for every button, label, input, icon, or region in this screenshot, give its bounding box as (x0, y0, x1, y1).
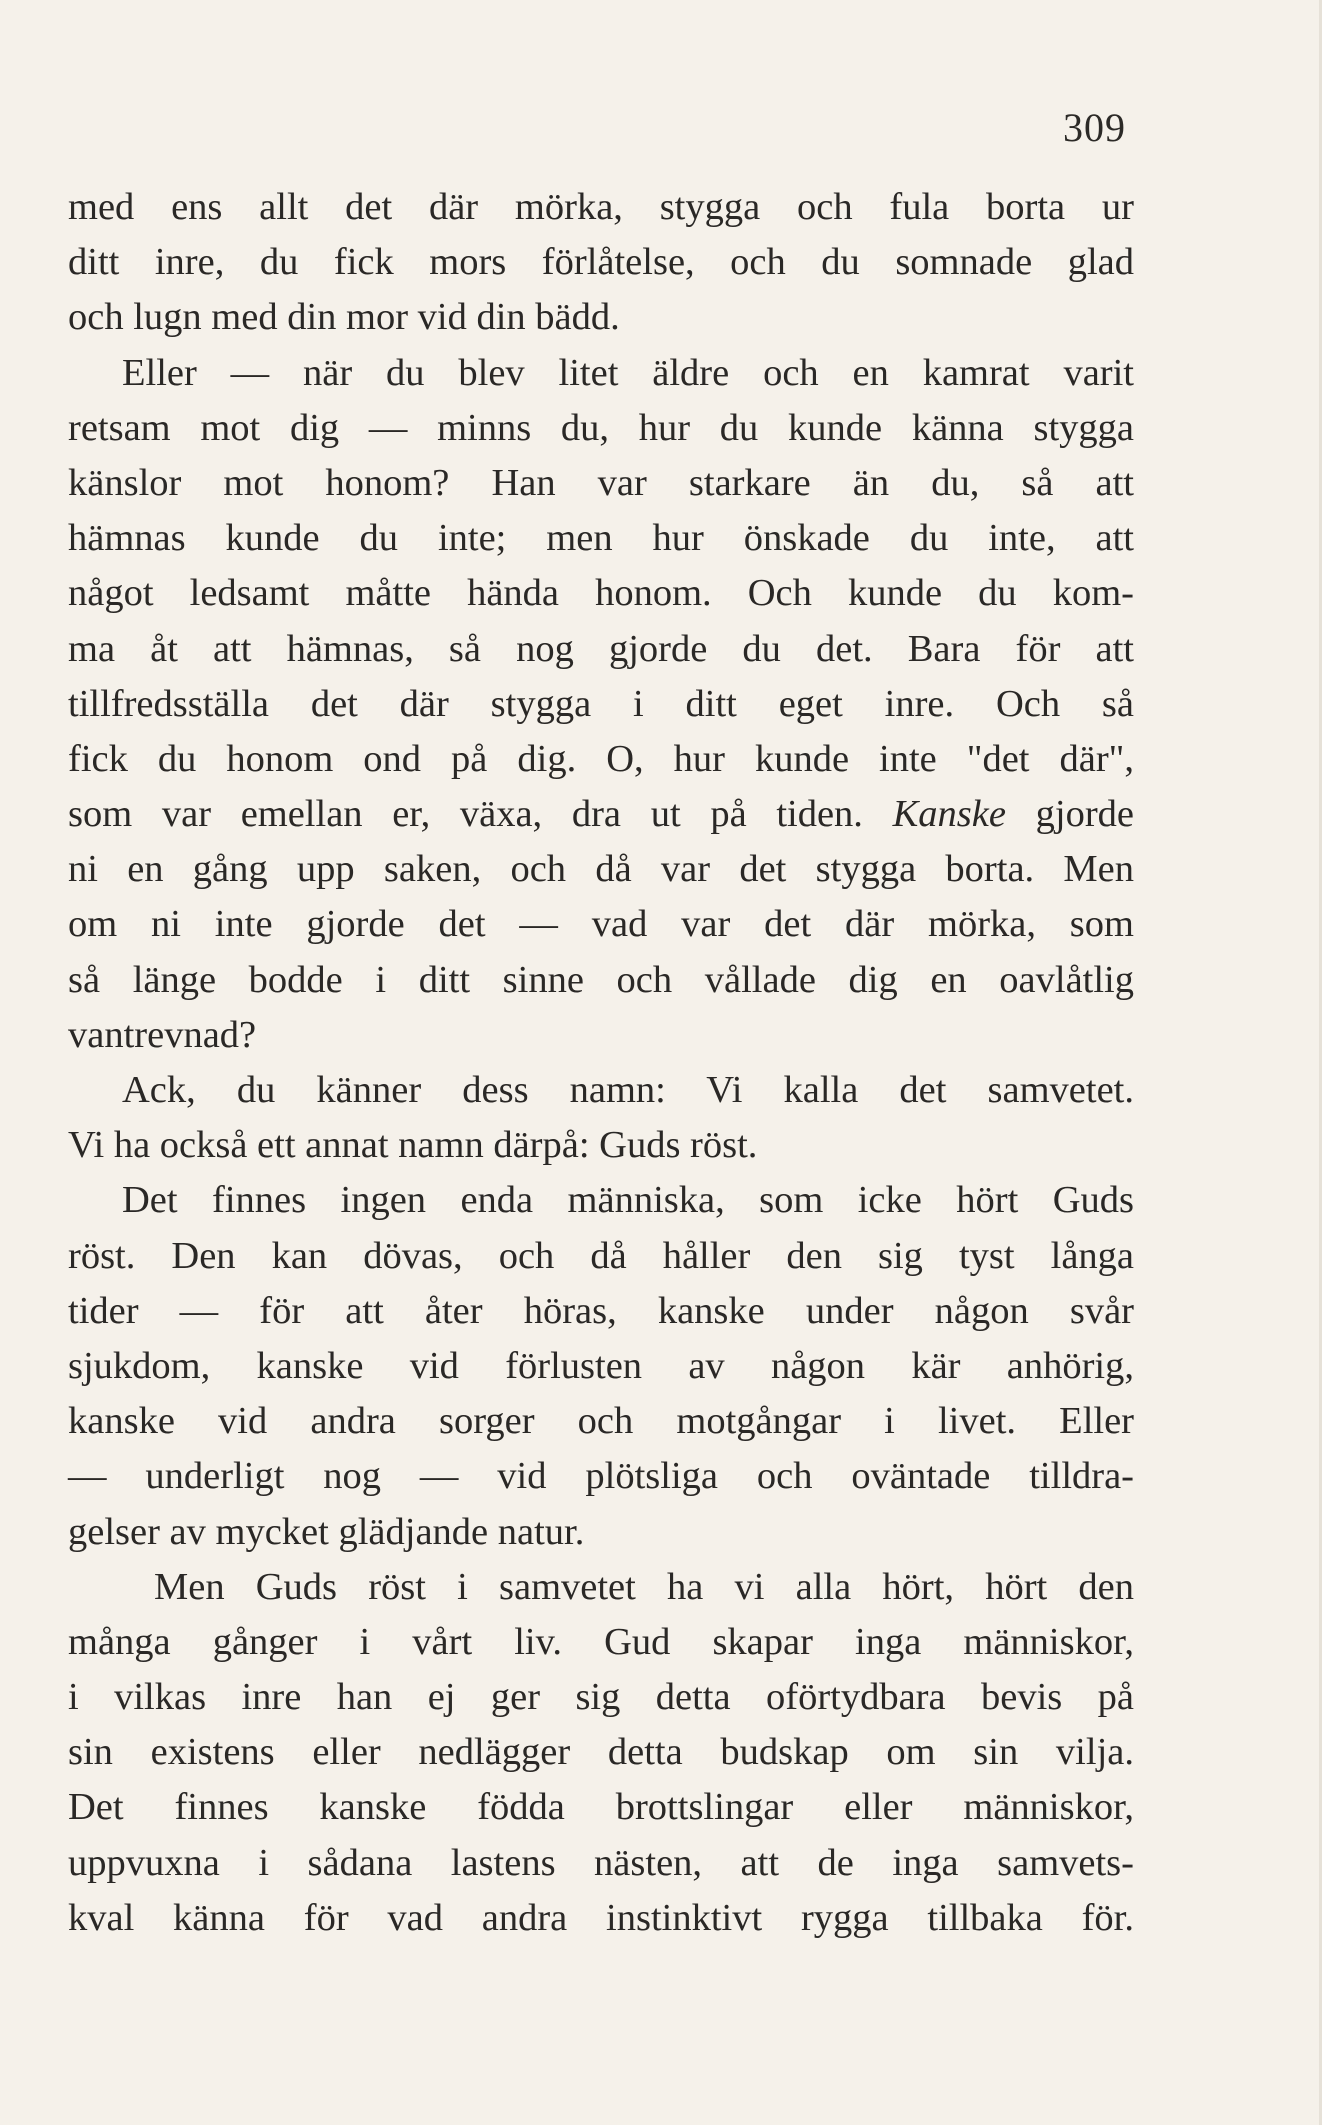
text-line: och lugn med din mor vid din bädd. (68, 296, 620, 339)
text-line: vantrevnad? (68, 1013, 257, 1056)
text-line: Eller — när du blev litet äldre och en kamrat varit (122, 351, 1134, 394)
text-line: — underligt nog — vid plötsliga och oväntade tilldra- (68, 1455, 1134, 1498)
text-line (68, 787, 1134, 842)
text-line: med ens allt det där mörka, stygga och fula borta ur (68, 186, 1134, 228)
text-line: retsam mot dig — minns du, hur du kunde känna stygga (68, 406, 1134, 449)
text-line: så länge bodde i ditt sinne och vållade dig en oavlåtlig (68, 958, 1134, 1001)
text-line: tider — för att åter höras, kanske under någon svår (68, 1289, 1134, 1332)
text-line: röst. Den kan dövas, och då håller den sig tyst långa (68, 1234, 1134, 1277)
text-line: något ledsamt måtte hända honom. Och kunde du kom- (68, 572, 1134, 615)
text-line: tillfredsställa det där stygga i ditt eget inre. Och så (68, 682, 1134, 725)
text-line: kval känna för vad andra instinktivt rygga tillbaka för. (68, 1896, 1134, 1939)
text-line: Men Guds röst i samvetet ha vi alla hört, hört den (154, 1565, 1134, 1608)
text-line: Ack, du känner dess namn: Vi kalla det samvetet. (122, 1069, 1134, 1111)
page-number: 309 (1063, 105, 1126, 150)
text-line: uppvuxna i sådana lastens nästen, att de inga samvets- (68, 1841, 1134, 1884)
text-line: Det finnes kanske födda brottslingar eller människor, (68, 1786, 1134, 1829)
text-line: i vilkas inre han ej ger sig detta oförtydbara bevis på (68, 1676, 1134, 1719)
text-line: hämnas kunde du inte; men hur önskade du inte, att (68, 517, 1134, 560)
text-line: Vi ha också ett annat namn därpå: Guds röst. (68, 1124, 758, 1167)
text-line: ma åt att hämnas, så nog gjorde du det. Bara för att (68, 627, 1134, 670)
text-line: ditt inre, du fick mors förlåtelse, och du somnade glad (68, 241, 1134, 284)
text-line: gelser av mycket glädjande natur. (68, 1510, 585, 1553)
text-line: ni en gång upp saken, och då var det stygga borta. Men (68, 848, 1134, 891)
text-line: kanske vid andra sorger och motgångar i livet. Eller (68, 1400, 1134, 1443)
text-line: sin existens eller nedlägger detta budskap om sin vilja. (68, 1731, 1134, 1774)
body-text (68, 180, 1134, 1946)
text-line: känslor mot honom? Han var starkare än du, så att (68, 461, 1134, 504)
text-line: fick du honom ond på dig. O, hur kunde inte "det där", (68, 737, 1134, 780)
text-segment: gjorde (1035, 793, 1135, 836)
text-line: sjukdom, kanske vid förlusten av någon kär anhörig, (68, 1344, 1134, 1387)
text-line: många gånger i vårt liv. Gud skapar inga människor, (68, 1620, 1134, 1663)
text-line: Det finnes ingen enda människa, som icke hört Guds (122, 1179, 1134, 1222)
text-line: om ni inte gjorde det — vad var det där mörka, som (68, 903, 1134, 946)
text-segment: som var emellan er, växa, dra ut på tiden. (68, 793, 863, 836)
italic-word: Kanske (892, 793, 1006, 836)
